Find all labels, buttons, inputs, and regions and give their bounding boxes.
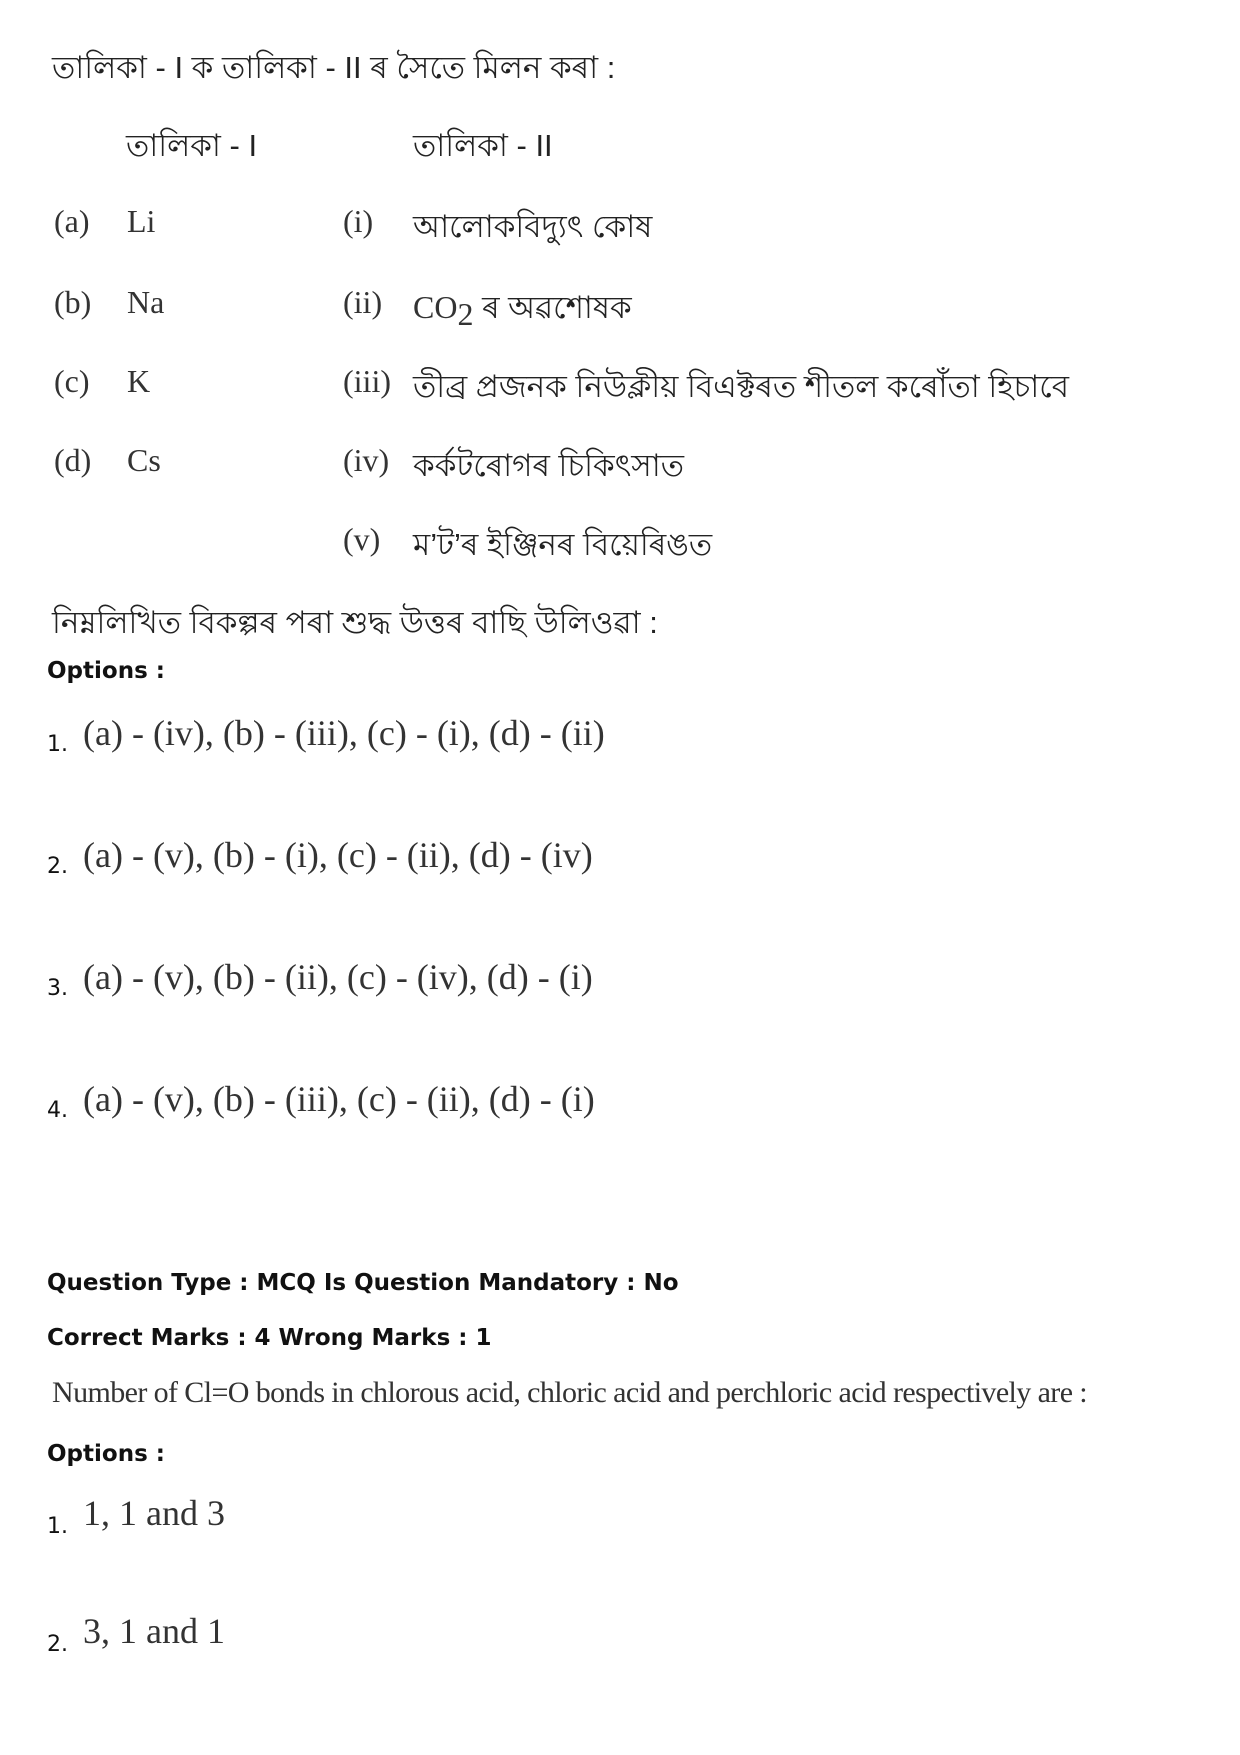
- list1-item: Cs: [127, 442, 161, 478]
- list2-label: (iii): [343, 363, 391, 399]
- list2-label: (ii): [343, 284, 383, 320]
- question-type-meta: Question Type : MCQ Is Question Mandatory : No: [47, 1270, 679, 1296]
- option-number: 4.: [47, 1098, 68, 1123]
- list2-item: [413, 284, 632, 336]
- list2-item: কৰ্কটৰোগৰ চিকিৎসাত: [413, 448, 685, 483]
- option-number: 2.: [47, 1632, 68, 1657]
- options-label: Options :: [47, 1441, 165, 1467]
- list2-item-suffix: ৰ অৱশোষক: [473, 290, 632, 325]
- list2-header: তালিকা - II: [413, 128, 553, 163]
- marks-meta: Correct Marks : 4 Wrong Marks : 1: [47, 1325, 492, 1351]
- option-number: 2.: [47, 854, 68, 879]
- option-text: (a) - (v), (b) - (iii), (c) - (ii), (d) - (i): [83, 1079, 595, 1119]
- option-text: 3, 1 and 1: [83, 1611, 225, 1651]
- answer-prompt: নিম্নলিখিত বিকল্পৰ পৰা শুদ্ধ উত্তৰ বাছি উলিওৱা :: [52, 605, 658, 640]
- list1-label: (c): [54, 363, 90, 399]
- option-number: 1.: [47, 732, 68, 757]
- list2-label: (iv): [343, 442, 390, 478]
- question-text: Number of Cl=O bonds in chlorous acid, chloric acid and perchloric acid respectively are :: [52, 1376, 1088, 1409]
- list1-label: (b): [54, 284, 92, 320]
- co2-formula: CO: [413, 289, 458, 325]
- co2-subscript: 2: [457, 296, 474, 333]
- list1-label: (d): [54, 442, 92, 478]
- option-text: (a) - (v), (b) - (ii), (c) - (iv), (d) - (i): [83, 957, 593, 997]
- list1-item: Li: [127, 203, 156, 239]
- list2-label: (i): [343, 203, 374, 239]
- list1-item: K: [127, 363, 151, 399]
- list2-label: (v): [343, 521, 381, 557]
- list1-item: Na: [127, 284, 165, 320]
- option-number: 1.: [47, 1514, 68, 1539]
- list2-item: আলোকবিদ্যুৎ কোষ: [413, 209, 653, 244]
- match-instruction: তালিকা - I ক তালিকা - II ৰ সৈতে মিলন কৰা :: [52, 50, 616, 85]
- options-label: Options :: [47, 658, 165, 684]
- list2-item: ম’ট’ৰ ইঞ্জিনৰ বিয়েৰিঙত: [413, 527, 713, 562]
- option-number: 3.: [47, 976, 68, 1001]
- list2-item: তীব্ৰ প্ৰজনক নিউক্লীয় বিএক্টৰত শীতল কৰোঁতা হিচাবে: [413, 369, 1069, 404]
- option-text: (a) - (v), (b) - (i), (c) - (ii), (d) - (iv): [83, 835, 593, 875]
- option-text: (a) - (iv), (b) - (iii), (c) - (i), (d) - (ii): [83, 713, 605, 753]
- list1-label: (a): [54, 203, 90, 239]
- list1-header: তালিকা - I: [126, 128, 258, 163]
- option-text: 1, 1 and 3: [83, 1493, 225, 1533]
